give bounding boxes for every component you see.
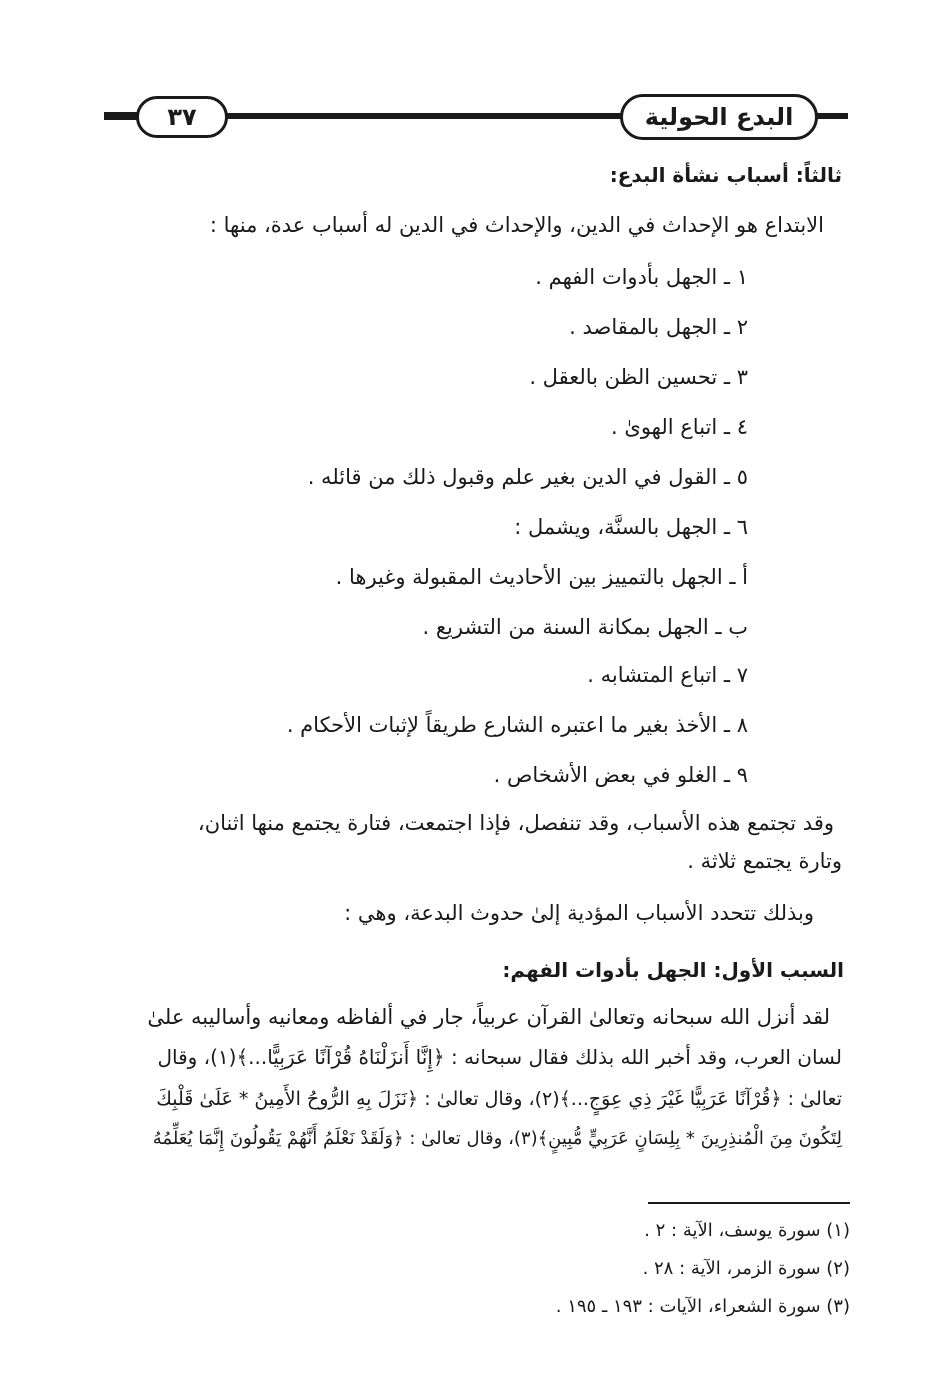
paragraph-line: لسان العرب، وقد أخبر الله بذلك فقال سبحانه : ﴿إِنَّا أَنزَلْنَاهُ قُرْآنًا عَرَبِيًّا...﴾(١)، وقال	[157, 1045, 842, 1069]
cause-item: ٥ ـ القول في الدين بغير علم وقبول ذلك من قائله .	[307, 465, 748, 489]
cause-item: ٩ ـ الغلو في بعض الأشخاص .	[493, 763, 748, 787]
running-title: البدع الحولية	[620, 94, 818, 140]
cause-subitem: ب ـ الجهل بمكانة السنة من التشريع .	[422, 615, 748, 639]
intro-text: الابتداع هو الإحداث في الدين، والإحداث في الدين له أسباب عدة، منها :	[209, 213, 824, 237]
cause-item: ٨ ـ الأخذ بغير ما اعتبره الشارع طريقاً لإثبات الأحكام .	[286, 713, 748, 737]
footnote: (٣) سورة الشعراء، الآيات : ١٩٣ ـ ١٩٥ .	[555, 1296, 850, 1317]
cause-item: ٣ ـ تحسين الظن بالعقل .	[529, 365, 748, 389]
cause-item: ٢ ـ الجهل بالمقاصد .	[569, 315, 748, 339]
cause-item: ١ ـ الجهل بأدوات الفهم .	[535, 265, 748, 289]
paragraph-line: لِتَكُونَ مِنَ الْمُنذِرِينَ * بِلِسَانٍ عَرَبِيٍّ مُّبِينٍ﴾(٣)، وقال تعالىٰ : ﴿وَلَقَدْ نَعْلَمُ أَنَّهُمْ يَقُولُونَ إِنَّمَا يُعَلِّمُهُ	[152, 1128, 842, 1149]
paragraph-line: لقد أنزل الله سبحانه وتعالىٰ القرآن عربياً، جار في ألفاظه ومعانيه وأساليبه علىٰ	[147, 1005, 830, 1029]
header-rule-middle	[222, 113, 628, 119]
footnote: (١) سورة يوسف، الآية : ٢ .	[644, 1220, 850, 1241]
paragraph-line: تعالىٰ : ﴿قُرْآنًا عَرَبِيًّا غَيْرَ ذِي عِوَجٍ...﴾(٢)، وقال تعالىٰ : ﴿نَزَلَ بِهِ الرُّوحُ الأَمِينُ * عَلَىٰ قَلْبِكَ	[156, 1088, 842, 1110]
paragraph-line: وبذلك تتحدد الأسباب المؤدية إلىٰ حدوث البدعة، وهي :	[344, 901, 814, 925]
cause-subitem: أ ـ الجهل بالتمييز بين الأحاديث المقبولة وغيرها .	[335, 565, 748, 589]
footnote-separator	[648, 1202, 850, 1204]
page-number: ٣٧	[136, 96, 228, 138]
subsection-heading: السبب الأول: الجهل بأدوات الفهم:	[502, 958, 844, 982]
cause-item: ٤ ـ اتباع الهوىٰ .	[611, 415, 748, 439]
paragraph-line: وتارة يجتمع ثلاثة .	[687, 849, 842, 873]
cause-item: ٧ ـ اتباع المتشابه .	[587, 663, 748, 687]
footnote: (٢) سورة الزمر، الآية : ٢٨ .	[642, 1258, 850, 1279]
cause-item: ٦ ـ الجهل بالسنَّة، ويشمل :	[514, 515, 748, 539]
section-heading: ثالثاً: أسباب نشأة البدع:	[609, 163, 842, 187]
paragraph-line: وقد تجتمع هذه الأسباب، وقد تنفصل، فإذا اجتمعت، فتارة يجتمع منها اثنان،	[197, 811, 834, 835]
